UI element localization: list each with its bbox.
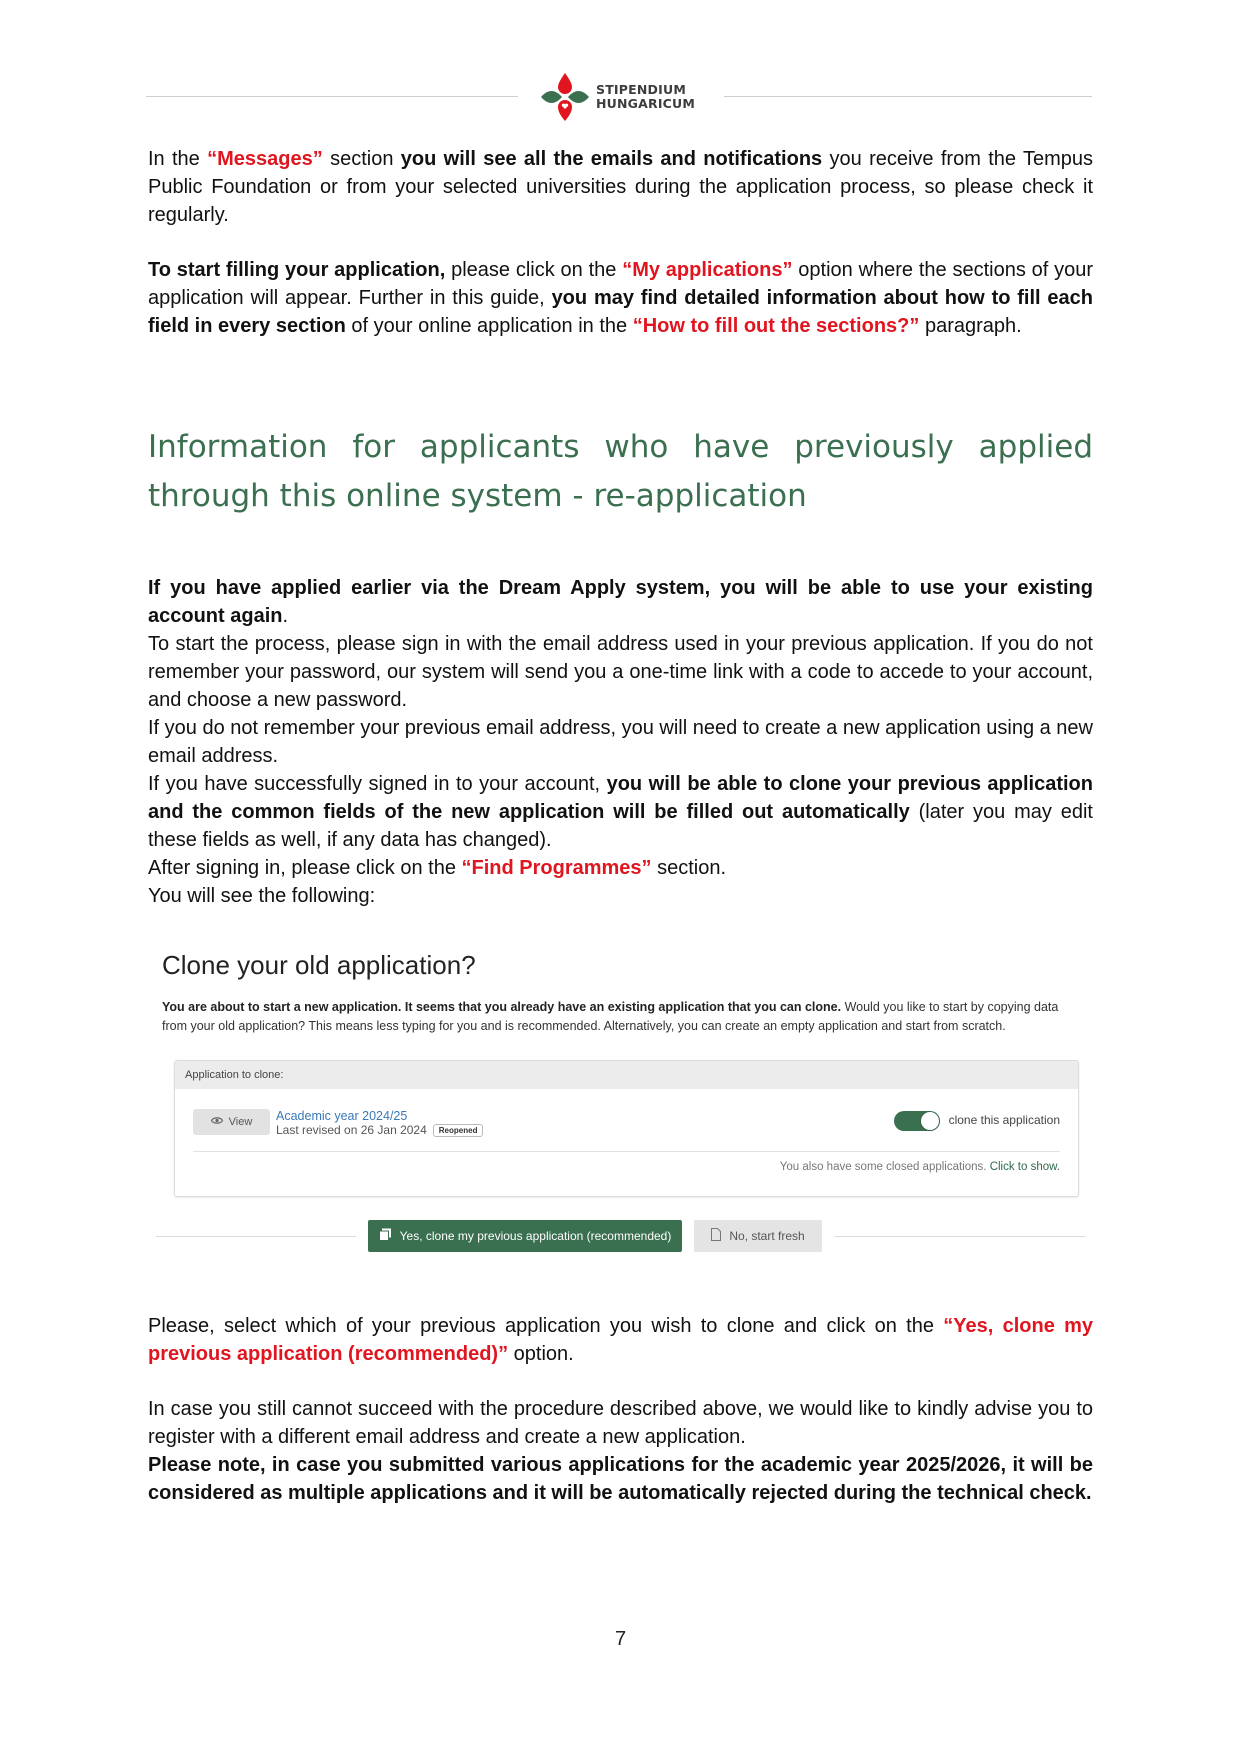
text: After signing in, please click on the [148,857,462,879]
eye-icon [211,1116,223,1128]
messages-highlight: “Messages” [207,148,323,170]
my-applications-highlight: “My applications” [622,259,793,281]
clone-title: Clone your old application? [162,950,476,980]
divider [834,1236,1086,1237]
yes-clone-button[interactable] [368,1220,682,1252]
application-to-clone-panel [174,1060,1079,1197]
clone-toggle[interactable] [894,1111,940,1131]
start-fresh-button[interactable] [694,1220,822,1252]
clone-description [162,998,1082,1036]
yes-clone-label: Yes, clone my previous application (recommended) [399,1229,672,1243]
header-rule-right [724,96,1092,97]
text: In the [148,148,208,170]
text: If you have successfully signed in to your account, [148,773,607,795]
bold-text: you may find detailed information about how to fill each field in every section [148,287,1094,337]
yes-clone-highlight: “Yes, clone my previous application (recommended)” [148,1315,1094,1365]
start-fresh-label: No, start fresh [729,1229,805,1243]
paragraph-reapplication [148,574,1093,910]
section-heading [148,423,1093,521]
logo-line-2: HUNGARICUM [596,96,696,111]
text: option. [508,1343,574,1365]
application-name-link[interactable]: Academic year 2024/25 [276,1109,408,1123]
click-to-show-link[interactable]: Click to show. [989,1161,1060,1173]
text: option where the sections of your application will appear. Further in this guide, [148,259,1094,309]
paragraph-messages [148,145,1093,229]
flower-logo-icon [538,70,592,124]
text: . [282,605,289,627]
application-revised [276,1123,483,1137]
header-rule-left [146,96,518,97]
stipendium-logo [538,70,708,124]
status-badge: Reopened [433,1124,484,1137]
divider [156,1236,356,1237]
revised-date: Last revised on 26 Jan 2024 [276,1123,427,1137]
bold-text: To start filling your application, [148,259,446,281]
text-advice: In case you still cannot succeed with the procedure described above, we would like to kindly advise you to register with a different email address and create a new application. [148,1398,1093,1448]
text: of your online application in the [345,315,633,337]
page-number: 7 [614,1628,627,1650]
how-to-fill-highlight: “How to fill out the sections?” [632,315,920,337]
application-row [175,1089,1078,1149]
text: Please, select which of your previous application you wish to clone and click on the [148,1315,944,1337]
paragraph-note [148,1395,1093,1507]
view-label: View [228,1116,253,1128]
paragraph-my-applications [148,256,1093,340]
panel-header: Application to clone: [175,1061,1078,1089]
text: (later you may edit these fields as well, if any data has changed). [148,801,1093,851]
heading-line-1: Information for applicants who have previously applied [148,429,1093,465]
paragraph-select-clone [148,1312,1093,1368]
view-button[interactable] [193,1109,270,1135]
page-header [146,66,1092,126]
bold-text: you will be able to clone your previous application and the common fields of the new application will be filled out automatically [148,773,1093,823]
clone-application-screenshot [148,940,1093,1270]
text: paragraph. [919,315,1022,337]
text-forgot-email: If you do not remember your previous email address, you will need to create a new application using a new email address. [148,717,1093,767]
copy-icon [379,1228,392,1244]
logo-line-1: STIPENDIUM [596,82,686,97]
clone-actions [148,1220,1093,1252]
text: section. [651,857,727,879]
file-icon [711,1228,721,1244]
bold-text: you will see all the emails and notifications [400,148,823,170]
text-sign-in: To start the process, please sign in with the email address used in your previous application. If you do not remember your password, our system will send you a one-time link with a code to accede to your account, and choose a new password. [148,633,1093,711]
text-you-will-see: You will see the following: [148,885,376,907]
closed-text: You also have some closed applications. [779,1161,990,1173]
clone-toggle-label: clone this application [948,1113,1060,1127]
bold-warning: Please note, in case you submitted various applications for the academic year 2025/2026, it will be considered as multiple applications and it will be automatically rejected during the technical check. [148,1454,1093,1504]
divider [193,1151,1060,1152]
closed-applications-note [780,1161,1060,1173]
toggle-knob [921,1112,939,1130]
bold-text: If you have applied earlier via the Dream Apply system, you will be able to use your existing account again [148,577,1093,627]
text: please click on the [445,259,623,281]
text: you receive from the Tempus Public Foundation or from your selected universities during the application process, so please check it regularly. [148,148,1093,226]
desc-rest: Would you like to start by copying data from your old application? This means less typing for you and is recommended. Alternatively, you can create an empty application and start from scratch. [162,1000,1059,1033]
find-programmes-highlight: “Find Programmes” [461,857,652,879]
heading-line-2: through this online system - re-application [148,478,807,514]
text: section [322,148,401,170]
desc-bold: You are about to start a new application. It seems that you already have an existing application that you can clone. [162,1000,842,1014]
